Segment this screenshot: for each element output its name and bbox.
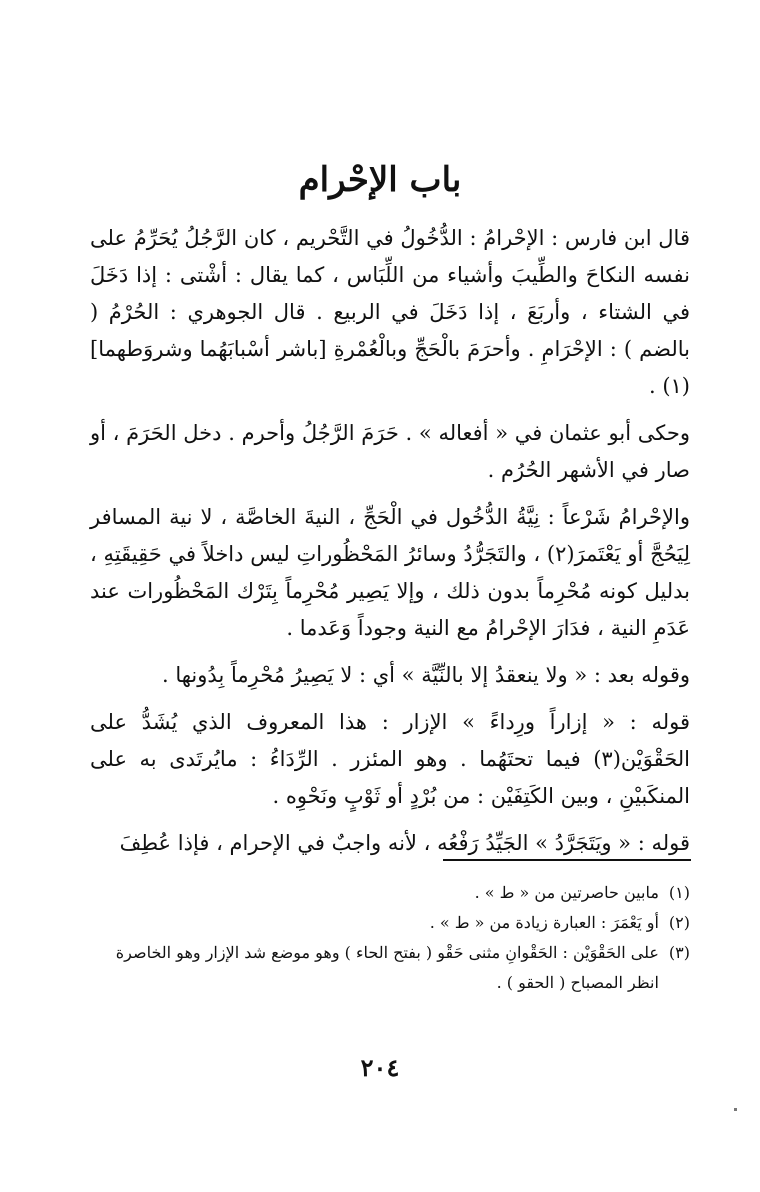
footnote-text: أو يَعْمَرَ : العبارة زيادة من « ط » . xyxy=(429,913,659,932)
footnote-divider xyxy=(443,859,691,861)
chapter-title: باب الإحْرام xyxy=(298,160,462,200)
footnote-item xyxy=(90,908,690,938)
paragraph-abu-uthman: وحكى أبو عثمان في « أفعاله » . حَرَمَ الرَّجُلُ وأحرم . دخل الحَرَمَ ، أو صار في الأشهر الحُرُم . xyxy=(90,421,690,482)
footnote-text: على الحَقْوَيْن : الحَقْوانِ مثنى حَقْو ( بفتح الحاء ) وهو موضع شد الإزار وهو الخاصرة انظر المصباح ( الحقو ) . xyxy=(115,943,659,992)
footnote-item xyxy=(90,938,690,998)
footnotes xyxy=(90,878,690,998)
footnote-number: (١) xyxy=(668,883,690,902)
scan-speck xyxy=(734,1108,737,1111)
page-number: ٢٠٤ xyxy=(360,1053,400,1082)
paragraph-tajarrud: قوله : « ويَتَجَرَّدُ » الجَيِّدُ رَفْعُه ، لأنه واجبٌ في الإحرام ، فإذا عُطِفَ xyxy=(119,831,690,855)
footnote-number: (٣) xyxy=(668,943,690,962)
main-text xyxy=(90,220,690,872)
footnote-text: مابين حاصرتين من « ط » . xyxy=(474,883,659,902)
paragraph-ihram-definition: والإحْرامُ شَرْعاً : نِيَّةُ الدُّخُول في الْحَجِّ ، النيةَ الخاصَّة ، لا نية المسافر لِيَحُجَّ أو يَعْتَمرَ(٢) ، والتَجَرُّدُ وسائرُ المَحْظُوراتِ ليس داخلاً في حَقِيقَتِهِ ، بدليل كونه مُحْرِماً بدون ذلك ، وإلا يَصِير مُحْرِماً بِتَرْك المَحْظُورات عند عَدَمِ النية ، فدَارَ الإحْرامُ مع النية وجوداً وَعَدما . xyxy=(90,505,691,640)
paragraph-niyya: وقوله بعد : « ولا ينعقدُ إلا بالنِّيَّة » أي : لا يَصِيرُ مُحْرِماً بِدُونها . xyxy=(162,663,690,687)
footnote-item xyxy=(90,878,690,908)
paragraph-ibn-faris: قال ابن فارس : الإحْرامُ : الدُّخُولُ في التَّحْريم ، كان الرَّجُلُ يُحَرِّمُ على نفسه النكاحَ والطِّيبَ وأشياء من اللِّبَاس ، كما يقال : أشْتى : إذا دَخَلَ في الشتاء ، وأربَعَ ، إذا دَخَلَ في الربيع . قال الجوهري : الحُرْمُ ( بالضم ) : الإحْرَامِ . وأحرَمَ بالْحَجِّ وبالْعُمْرةِ [باشر أسْبابَهُما وشروَطهما](١) . xyxy=(90,226,690,398)
footnote-number: (٢) xyxy=(668,913,690,932)
paragraph-izar-rida: قوله : « إزاراً ورِداءً » الإزار : هذا المعروف الذي يُشَدُّ على الحَقْوَيْن(٣) فيما تحتَهُما . وهو المئزر . الرِّدَاءُ : مايُرتَدى به على المنكَبيْنِ ، وبين الكَتِفَيْن : من بُرْدٍ أو ثَوْبٍ ونَحْوِه . xyxy=(90,710,690,808)
